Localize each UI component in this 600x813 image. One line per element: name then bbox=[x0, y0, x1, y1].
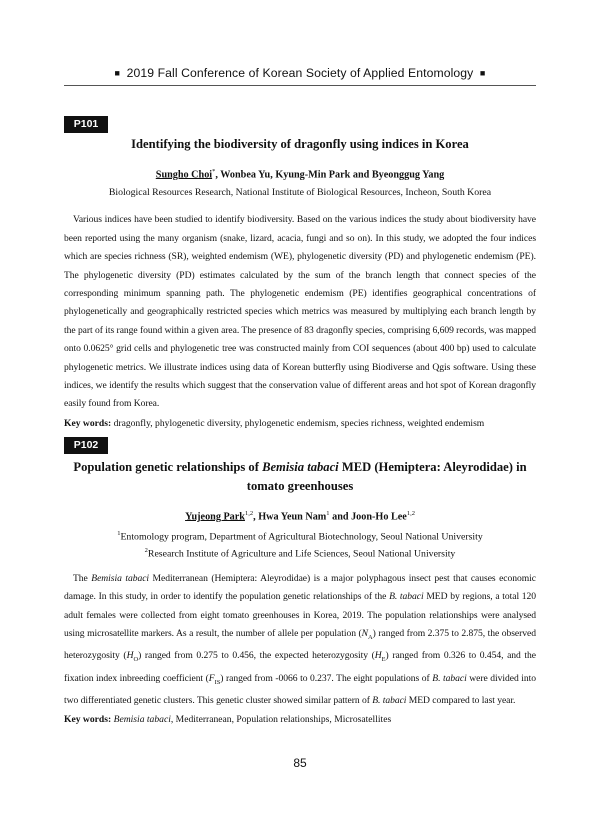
keyword-species: Bemisia tabaci bbox=[113, 714, 171, 726]
affiliation-text: Research Institute of Agriculture and Life Sciences, Seoul National University bbox=[147, 547, 456, 559]
affiliation-mark: 2 bbox=[144, 546, 148, 554]
keywords-list: , Mediterranean, Population relationships, Microsatellites bbox=[170, 714, 392, 726]
abstract-id-badge: P102 bbox=[64, 437, 108, 454]
presenting-author: Sungho Choi bbox=[155, 169, 213, 181]
affiliation-text: Entomology program, Department of Agricultural Biotechnology, Seoul National University bbox=[120, 531, 483, 543]
presenting-author: Yujeong Park bbox=[185, 511, 245, 523]
affiliation-mark: 1 bbox=[326, 510, 330, 517]
square-bullet-icon: ■ bbox=[114, 68, 121, 78]
affiliation bbox=[64, 527, 536, 543]
affiliation-mark: 1,2 bbox=[244, 510, 254, 517]
corresponding-mark: * bbox=[212, 168, 216, 175]
title-text: Population genetic relationships of bbox=[73, 460, 263, 474]
running-header bbox=[64, 66, 536, 80]
abstract-title bbox=[64, 458, 536, 496]
co-authors: , Wonbea Yu, Kyung-Min Park and Byeonggug Yang bbox=[215, 169, 445, 181]
abstract-body: Various indices have been studied to identify biodiversity. Based on the various indices the study about biodiversity have been reported using the many organism (snake, lizard, acacia, fungi and so on). In this study, we adopted the four indices which are species richness (SR), weighted endemism (WE), phylogenetic diversity (PD) and phylogenetic endemism (PE). The phylogenetic diversity (PD) estimates calculated by the sum of the branch length that connect species of the corresponding minimum spanning path. The phylogenetic endemism (PE) identifies geographical concentrations of phylogenetically and geographically restricted species which metrics was measured by multiplying each branch length by the part of its range found within a given area. The presence of 83 dragonfly species, comprising 6,609 records, was mapped onto 0.0625° grid cells and phylogenetic tree was constructed mainly from COI sequences (about 400 bp) used to calculate phylogenetic metrics. We illustrate indices using data of Korean butterfly using Biodiverse and Qgis software. Using these indices, we identify the results which suggest that the conservation value of different areas and hot spot of Korean dragonfly easily found from Korea. bbox=[64, 214, 536, 410]
keywords bbox=[64, 417, 536, 431]
co-author: and Joon-Ho Lee bbox=[329, 511, 407, 523]
author-list bbox=[64, 165, 536, 182]
affiliation-mark: 1 bbox=[117, 530, 121, 538]
abstract-p101 bbox=[64, 135, 536, 431]
square-bullet-icon: ■ bbox=[479, 68, 486, 78]
header-rule bbox=[64, 85, 536, 86]
affiliation bbox=[64, 544, 536, 560]
co-author: , Hwa Yeun Nam bbox=[253, 511, 327, 523]
affiliation: Biological Resources Research, National Institute of Biological Resources, Incheon, South Korea bbox=[108, 187, 492, 199]
abstract-body: The Bemisia tabaci Mediterranean (Hemiptera: Aleyrodidae) is a major polyphagous insect pest that causes economic damage. In this study, in order to identify the population genetic relationships of the B. tabaci MED by regions, a total 120 adult females were collected from eight tomato greenhouses in Korea, 2019. The population relationships were analysed using microsatellite markers. As a result, the number of allele per population $(N_A)$ ranged from 2.375 to 2.875, the observed heterozygosity $(H_O)$ ranged from 0.275 to 0.456, the expected heterozygosity $(H_E)$ ranged from 0.326 to 0.454, and the fixation index inbreeding coefficient $(F_{IS})$ ranged from -0066 to 0.237. The eight populations of B. tabaci were divided into two differentiated genetic clusters. This genetic cluster showed similar pattern of B. tabaci MED compared to last year. bbox=[64, 572, 537, 707]
keywords-list: dragonfly, phylogenetic diversity, phylogenetic endemism, species richness, weighted endemism bbox=[113, 417, 485, 429]
keywords-label: Key words: bbox=[64, 417, 112, 429]
keywords bbox=[64, 713, 536, 727]
author-list bbox=[64, 507, 536, 524]
conference-name: 2019 Fall Conference of Korean Society of Applied Entomology bbox=[126, 66, 474, 80]
affiliation-mark: 1,2 bbox=[406, 510, 415, 517]
abstract-title: Identifying the biodiversity of dragonfly using indices in Korea bbox=[131, 137, 469, 151]
abstract-p102 bbox=[64, 458, 536, 727]
abstract-id-badge: P101 bbox=[64, 116, 108, 133]
species-name: Bemisia tabaci bbox=[262, 460, 339, 474]
title-text: MED (Hemiptera: Aleyrodidae) in tomato greenhouses bbox=[246, 460, 527, 493]
page-number: 85 bbox=[293, 756, 307, 770]
keywords-label: Key words: bbox=[64, 714, 112, 726]
